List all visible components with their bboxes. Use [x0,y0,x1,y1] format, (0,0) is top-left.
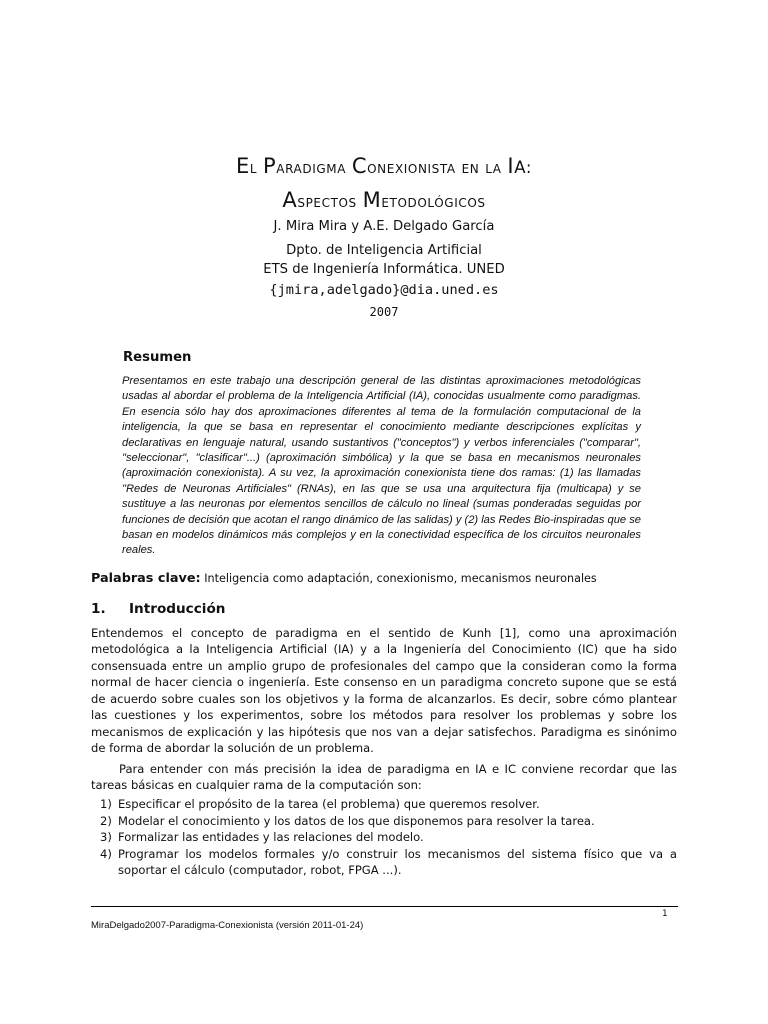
section-number: 1. [91,601,106,617]
list-item-number: 4) [100,846,112,861]
list-item-number: 3) [100,830,112,845]
keywords-label: Palabras clave: [91,571,201,586]
section-heading [91,601,225,617]
school: ETS de Ingeniería Informática. UNED [263,262,505,277]
paper-title-line2: Aspectos Metodológicos [282,188,486,212]
intro-p1-text-a: Entendemos el concepto de paradigma en el sentido de Kunh [91,626,500,640]
list-item-text: Formalizar las entidades y las relaciones del modelo. [118,830,424,845]
list-item [91,796,677,813]
list-item-text: Especificar el propósito de la tarea (el problema) que queremos resolver. [118,797,540,811]
footer-rule [91,906,678,907]
list-item [91,846,677,879]
paper-title-line1: El Paradigma Conexionista en la IA: [236,154,532,178]
section-title: Introducción [129,601,226,617]
task-list [91,796,677,879]
intro-paragraph-2: Para entender con más precisión la idea de paradigma en IA e IC conviene recordar que las tareas básicas en cualquier rama de la computación son: [91,762,677,793]
intro-p1-text-b: , como una aproximación metodológica a la Inteligencia Artificial (IA) y a la Ingeniería del Conocimiento (IC) que ha sido consensuada entre un amplio grupo de profesionales del campo que la consideran como la forma normal de hacer ciencia o ingeniería. Este consenso en un paradigma concreto supone que se está de acuerdo sobre cuales son los objetivos y la forma de alcanzarlos. Es decir, sobre cómo plantear las cuestiones y los experimentos, sobre los métodos para resolver los problemas y sobre los mecanismos de explicación y las hipótesis que nos van a dejar satisfechos. Paradigma es sinónimo de forma de abordar la solución de un problema. [91,626,677,756]
list-item-text: Modelar el conocimiento y los datos de los que disponemos para resolver la tarea. [118,813,595,828]
department: Dpto. de Inteligencia Artificial [286,243,482,258]
list-item-number: 2) [100,813,112,828]
abstract-text: Presentamos en este trabajo una descripción general de las distintas aproximaciones metodológicas usadas al abordar el problema de la Inteligencia Artificial (IA), conocidas usualmente como paradigmas. En esencia sólo hay dos aproximaciones diferentes al tema de la formulación computacional de la inteligencia, la que se basa en representar el conocimiento mediante descripciones explícitas y declarativas en lenguaje natural, usando sustantivos ("conceptos") y verbos inferenciales ("comparar", "seleccionar", "clasificar"...) (aproximación simbólica) y la que se basa en mecanismos neuronales (aproximación conexionista). A su vez, la aproximación conexionista tiene dos ramas: (1) las llamadas "Redes de Neuronas Artificiales" (RNAs), en las que se usa una arquitectura fija (multicapa) y se sustituye a las neuronas por elementos sencillos de cálculo no lineal (sumas ponderadas seguidas por funciones de decisión que acotan el rango dinámico de las salidas) y (2) las Redes Bio-inspiradas que se basan en modelos dinámicos más complejos y en la conectividad específica de los circuitos neuronales reales. [122,375,641,557]
list-item [91,813,677,830]
authors: J. Mira Mira y A.E. Delgado García [273,219,495,234]
intro-paragraph-1 [91,625,677,757]
list-item-number: 1) [100,797,112,811]
page-number: 1 [662,909,668,919]
list-item [91,829,677,846]
keywords [91,571,711,586]
abstract-heading: Resumen [123,350,192,365]
keywords-text: Inteligencia como adaptación, conexionismo, mecanismos neuronales [204,572,597,585]
footer-text: MiraDelgado2007-Paradigma-Conexionista (versión 2011-01-24) [91,920,364,931]
list-item-text: Programar los modelos formales y/o construir los mecanismos del sistema físico que va a soportar el cálculo (computador, robot, FPGA ...). [118,846,677,878]
citation-link[interactable]: [1] [499,626,517,640]
email-address: {jmira,adelgado}@dia.uned.es [269,282,499,298]
year: 2007 [369,305,399,319]
